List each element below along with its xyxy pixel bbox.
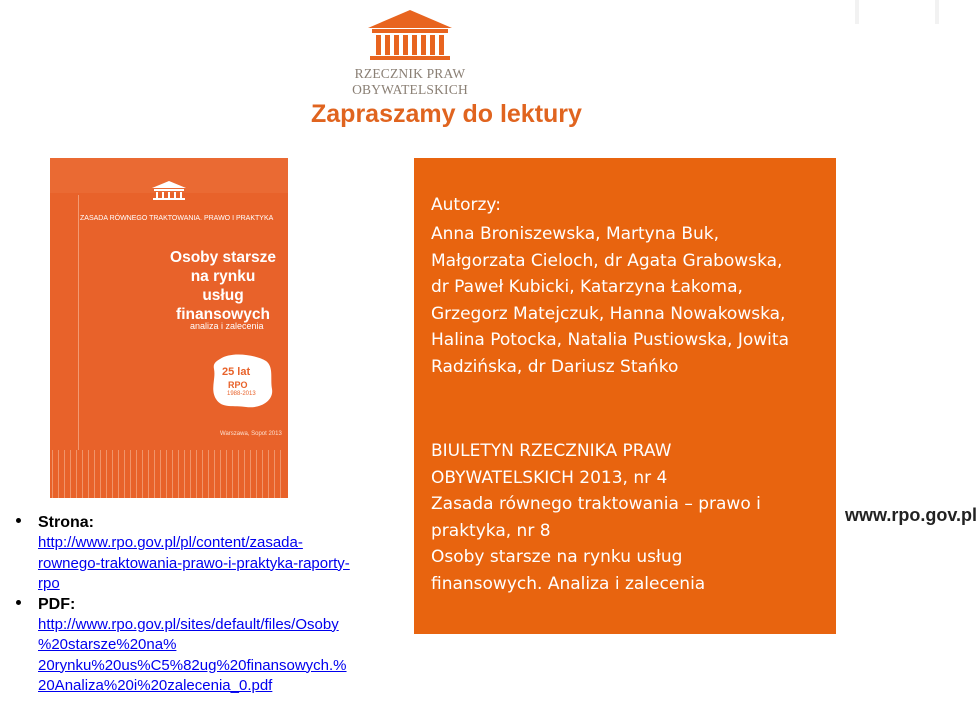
bulletin-info (431, 438, 831, 597)
authors-line: dr Paweł Kubicki, Katarzyna Łakoma, (431, 277, 743, 297)
bulletin-line: BIULETYN RZECZNIKA PRAW (431, 441, 672, 461)
footer-site-url: www.rpo.gov.pl (845, 505, 977, 525)
pdf-link-label: PDF: (38, 595, 76, 613)
org-name: RZECZNIK PRAW OBYWATELSKICH (352, 66, 468, 97)
cover-stripes (50, 450, 288, 498)
cover-city: Warszawa, Sopot 2013 (220, 431, 282, 437)
authors-line: Anna Broniszewska, Martyna Buk, (431, 224, 720, 244)
building-icon (362, 8, 458, 64)
badge-text: 25 lat (222, 366, 251, 378)
cover-title-line: na rynku (190, 268, 256, 285)
authors-line: Grzegorz Matejczuk, Hanna Nowakowska, (431, 303, 786, 324)
pdf-link-line[interactable]: 20Analiza%20i%20zalecenia_0.pdf (38, 677, 273, 694)
bulletin-line: OBYWATELSKICH 2013, nr 4 (431, 467, 668, 488)
pdf-link-line[interactable]: %20starsze%20na% (38, 636, 177, 653)
cover-building-icon (144, 180, 194, 202)
page-title: Zapraszamy do lektury (311, 100, 582, 128)
cover-rule (78, 195, 79, 450)
watermark-mark (855, 0, 859, 24)
authors-line: Małgorzata Cieloch, dr Agata Grabowska, (431, 250, 783, 271)
badge-text: RPO (228, 380, 248, 390)
pdf-link-line[interactable]: http://www.rpo.gov.pl/sites/default/files/Osoby (38, 615, 339, 633)
cover-series: ZASADA RÓWNEGO TRAKTOWANIA. PRAWO I PRAKTYKA (80, 215, 274, 222)
authors-label: Autorzy: (431, 195, 501, 215)
cover-subtitle: analiza i zalecenia (190, 321, 264, 331)
authors-line: Radzińska, dr Dariusz Stańko (431, 356, 679, 377)
publication-info-panel (414, 158, 836, 634)
cover-title-line: Osoby starsze (170, 249, 276, 266)
page-link-line[interactable]: http://www.rpo.gov.pl/pl/content/zasada- (38, 534, 303, 551)
bullet-icon (16, 600, 21, 605)
bulletin-line: Osoby starsze na rynku usług (431, 547, 683, 567)
bulletin-line: praktyka, nr 8 (431, 520, 551, 541)
cover-title-line: usług finansowych (176, 287, 270, 323)
watermark-mark (935, 0, 939, 24)
list-item (14, 595, 394, 697)
page-link-label: Strona: (38, 514, 94, 531)
authors-line: Halina Potocka, Natalia Pustiowska, Jowita (431, 330, 789, 350)
bulletin-line: finansowych. Analiza i zalecenia (431, 573, 706, 594)
bullet-icon (16, 518, 21, 523)
bulletin-line: Zasada równego traktowania – prawo i (431, 494, 761, 514)
pdf-link[interactable] (38, 615, 394, 697)
authors-list (431, 221, 831, 380)
rpo-logo (300, 8, 520, 97)
page-link-line[interactable]: rpo (38, 575, 60, 592)
page-link-line[interactable]: rownego-traktowania-prawo-i-praktyka-raporty- (38, 554, 350, 572)
links-list (14, 513, 394, 697)
cover-title (165, 248, 281, 324)
page-link[interactable] (38, 533, 394, 595)
badge-text: 1988-2013 (227, 391, 256, 397)
book-cover (50, 158, 288, 498)
pdf-link-line[interactable]: 20rynku%20us%C5%82ug%20finansowych.% (38, 656, 347, 674)
list-item (14, 513, 394, 595)
